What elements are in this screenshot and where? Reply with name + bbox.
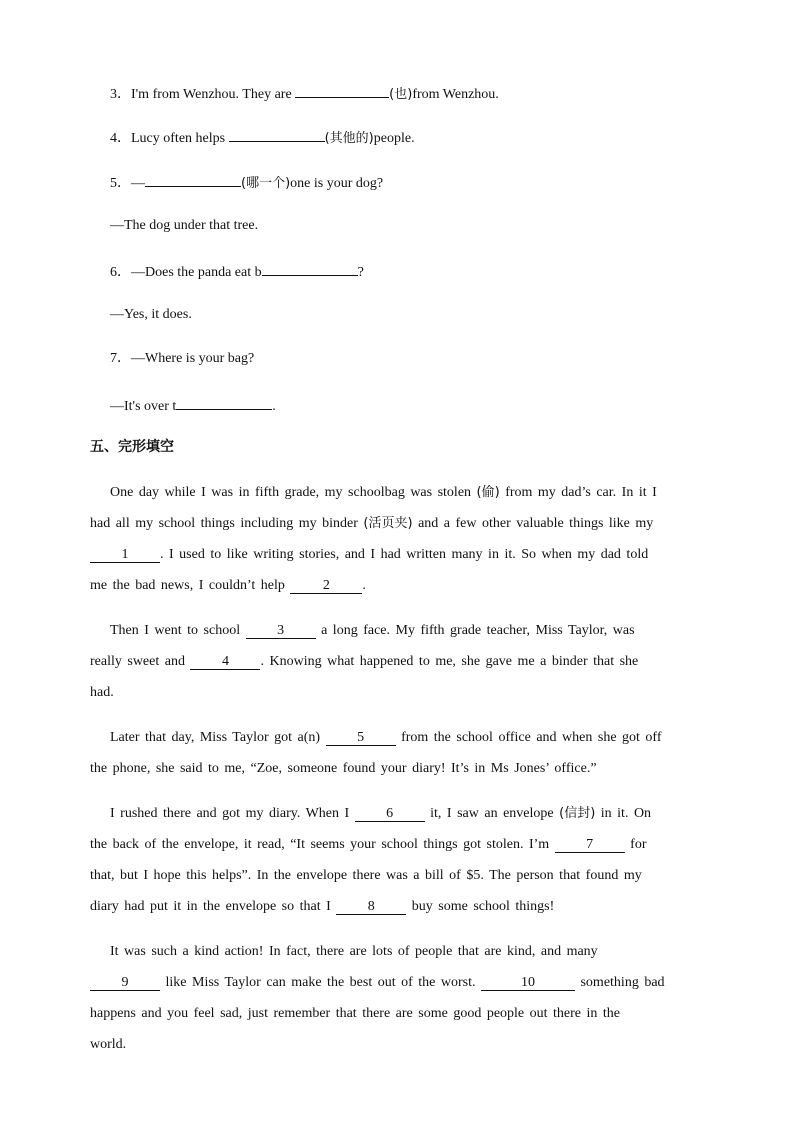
passage-p4-line2 <box>90 835 700 855</box>
passage-p5-line1: It was such a kind action! In fact, there are lots of people that are kind, and many <box>110 944 598 959</box>
answer-line-6: —Yes, it does. <box>110 307 192 322</box>
text: Later that day, Miss Taylor got a(n) <box>110 730 326 745</box>
question-number: 7． <box>110 351 131 366</box>
cloze-blank-3[interactable]: 3 <box>246 623 316 639</box>
passage-p1-line1 <box>110 483 657 503</box>
passage-p2-line3: had. <box>90 685 114 700</box>
question-number: 6． <box>110 265 131 280</box>
answer-text-tail: . <box>272 399 276 414</box>
passage-p2-line2 <box>90 652 700 672</box>
question-text-tail: from Wenzhou. <box>412 87 499 102</box>
passage-p1-line3 <box>90 545 700 565</box>
cn-gloss: (信封) <box>559 806 596 821</box>
cloze-blank-1[interactable]: 1 <box>90 547 160 563</box>
cn-gloss: (活页夹) <box>363 516 413 531</box>
answer-line-7 <box>110 394 276 417</box>
cloze-blank-4[interactable]: 4 <box>190 654 260 670</box>
text: . I used to like writing stories, and I had written many in it. So when my dad told <box>160 547 649 562</box>
question-number: 5． <box>110 176 131 191</box>
answer-blank[interactable] <box>176 394 272 410</box>
question-text-tail: ? <box>357 265 364 280</box>
section-title: 五、完形填空 <box>90 439 174 455</box>
question-7 <box>110 349 254 369</box>
question-text: —Where is your bag? <box>131 351 255 366</box>
cloze-blank-6[interactable]: 6 <box>355 806 425 822</box>
text: a long face. My fifth grade teacher, Miss Taylor, was <box>315 623 635 638</box>
text: me the bad news, I couldn’t help <box>90 578 291 593</box>
passage-p4-line4 <box>90 897 700 917</box>
question-6 <box>110 260 364 283</box>
cloze-blank-7[interactable]: 7 <box>555 837 625 853</box>
passage-p5-line4: world. <box>90 1037 127 1052</box>
question-text-tail: one is your dog? <box>290 176 384 191</box>
answer-line-5: —The dog under that tree. <box>110 218 259 233</box>
passage-p5-line2 <box>90 973 700 993</box>
answer-blank[interactable] <box>145 171 241 187</box>
text: really sweet and <box>90 654 191 669</box>
cloze-blank-5[interactable]: 5 <box>326 730 396 746</box>
passage-p2-line1 <box>110 621 635 641</box>
text: like Miss Taylor can make the best out of the worst. <box>160 975 481 990</box>
question-4 <box>110 126 415 149</box>
cloze-blank-9[interactable]: 9 <box>90 975 160 991</box>
text: had all my school things including my binder <box>90 516 364 531</box>
text: . Knowing what happened to me, she gave me a binder that she <box>260 654 639 669</box>
passage-p3-line2: the phone, she said to me, “Zoe, someone found your diary! It’s in Ms Jones’ office.” <box>90 761 597 776</box>
text: from the school office and when she got off <box>395 730 662 745</box>
question-text-tail: people. <box>373 131 415 146</box>
text: the back of the envelope, it read, “It seems your school things got stolen. I’m <box>90 837 555 852</box>
hint-text: (哪一个) <box>241 176 291 191</box>
cloze-blank-2[interactable]: 2 <box>290 578 362 594</box>
text: . <box>362 578 366 593</box>
cloze-blank-8[interactable]: 8 <box>336 899 406 915</box>
question-text: Lucy often helps <box>131 131 229 146</box>
text: buy some school things! <box>406 899 555 914</box>
question-text: I'm from Wenzhou. They are <box>131 87 296 102</box>
text: Then I went to school <box>110 623 246 638</box>
passage-p4-line1 <box>110 804 651 824</box>
question-number: 3． <box>110 87 131 102</box>
hint-text: (其他的) <box>324 131 374 146</box>
passage-p1-line2 <box>90 514 700 534</box>
text: diary had put it in the envelope so that I <box>90 899 337 914</box>
text: from my dad’s car. In it I <box>499 485 657 500</box>
passage-p1-line4 <box>90 576 700 596</box>
passage-p3-line1 <box>110 728 662 748</box>
text: I rushed there and got my diary. When I <box>110 806 355 821</box>
answer-text: —It's over t <box>110 399 177 414</box>
answer-blank[interactable] <box>229 126 325 142</box>
question-text: —Does the panda eat b <box>131 265 262 280</box>
hint-text: (也) <box>389 87 413 102</box>
question-number: 4． <box>110 131 131 146</box>
passage-p5-line3: happens and you feel sad, just remember that there are some good people out there in the <box>90 1006 620 1021</box>
cloze-blank-10[interactable]: 10 <box>481 975 575 991</box>
answer-blank[interactable] <box>295 82 389 98</box>
question-3 <box>110 82 499 105</box>
text: One day while I was in fifth grade, my schoolbag was stolen <box>110 485 477 500</box>
question-5 <box>110 171 383 194</box>
question-text: — <box>131 176 145 191</box>
cn-gloss: (偷) <box>476 485 500 500</box>
passage-p4-line3: that, but I hope this helps”. In the envelope there was a bill of $5. The person that found my <box>90 868 642 883</box>
text: in it. On <box>595 806 652 821</box>
text: for <box>624 837 647 852</box>
text: and a few other valuable things like my <box>412 516 654 531</box>
text: something bad <box>574 975 665 990</box>
answer-blank[interactable] <box>262 260 358 276</box>
text: it, I saw an envelope <box>424 806 560 821</box>
